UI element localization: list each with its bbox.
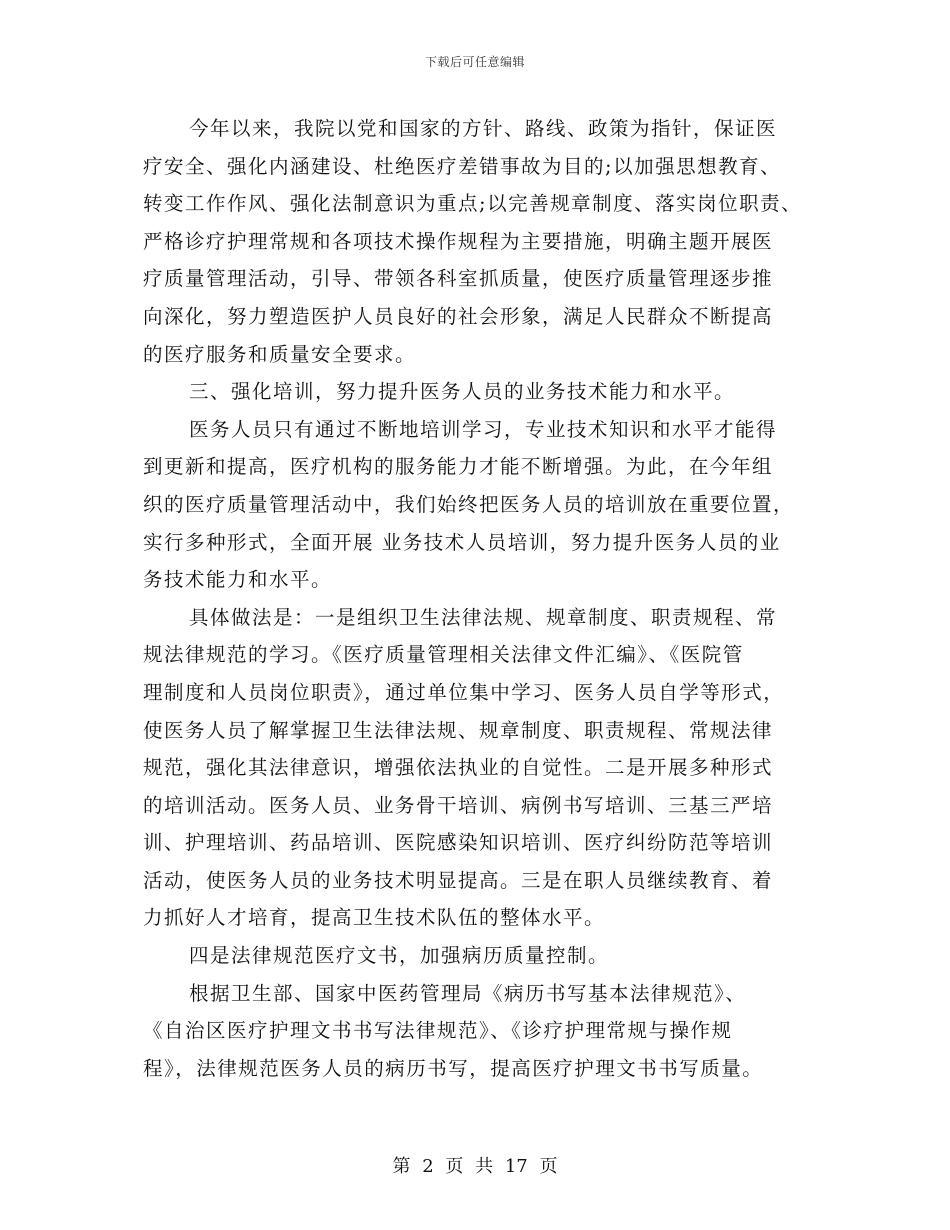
text-line: 力抓好人才培育，提高卫生技术队伍的整体水平。 <box>143 906 606 930</box>
text-line: 活动，使医务人员的业务技术明显提高。三是在职人员继续教育、着 <box>143 868 774 892</box>
text-line: 四是法律规范医疗文书，加强病历质量控制。 <box>189 944 610 968</box>
text-line: 务技术能力和水平。 <box>143 568 333 592</box>
text-line: 具体做法是：一是组织卫生法律法规、规章制度、职责规程、常 <box>189 605 778 629</box>
text-line: 医务人员只有通过不断地培训学习，专业技术知识和水平才能得 <box>189 417 778 441</box>
text-line: 规法律规范的学习。《医疗质量管理相关法律文件汇编》、《医院管 <box>143 643 744 667</box>
text-line: 向深化，努力塑造医护人员良好的社会形象，满足人民群众不断提高 <box>143 304 774 328</box>
text-line: 的医疗服务和质量安全要求。 <box>143 342 417 366</box>
text-line: 《自治区医疗护理文书书写法律规范》、《诊疗护理常规与操作规 <box>143 1019 733 1043</box>
page-number: 第 2 页 共 17 页 <box>392 1156 558 1177</box>
text-line: 转变工作作风、强化法制意识为重点;以完善规章制度、落实岗位职责、 <box>143 192 803 216</box>
text-line: 使医务人员了解掌握卫生法律法规、规章制度、职责规程、常规法律 <box>143 718 774 742</box>
header-note: 下载后可任意编辑 <box>424 55 525 69</box>
text-line: 到更新和提高，医疗机构的服务能力才能不断增强。为此，在今年组 <box>143 455 774 479</box>
text-line: 严格诊疗护理常规和各项技术操作规程为主要措施，明确主题开展医 <box>143 229 774 253</box>
text-line: 规范，强化其法律意识，增强依法执业的自觉性。二是开展多种形式 <box>143 756 774 780</box>
text-line: 三、强化培训，努力提升医务人员的业务技术能力和水平。 <box>189 380 736 404</box>
text-line: 理制度和人员岗位职责》，通过单位集中学习、医务人员自学等形式， <box>143 680 785 704</box>
text-line: 疗安全、强化内涵建设、杜绝医疗差错事故为目的;以加强思想教育、 <box>143 154 782 178</box>
text-line: 疗质量管理活动，引导、带领各科室抓质量，使医疗质量管理逐步推 <box>143 267 774 291</box>
text-line: 程》，法律规范医务人员的病历书写，提高医疗护理文书书写质量。 <box>143 1056 764 1080</box>
text-line: 的培训活动。医务人员、业务骨干培训、病例书写培训、三基三严培 <box>143 793 774 817</box>
document-body <box>143 110 823 1087</box>
text-line: 实行多种形式，全面开展 业务技术人员培训，努力提升医务人员的业 <box>143 530 781 554</box>
text-line: 训、护理培训、药品培训、医院感染知识培训、医疗纠纷防范等培训 <box>143 831 774 855</box>
text-line: 根据卫生部、国家中医药管理局《病历书写基本法律规范》、 <box>189 981 747 1005</box>
text-line: 今年以来，我院以党和国家的方针、路线、政策为指针，保证医 <box>189 117 778 140</box>
text-line: 织的医疗质量管理活动中，我们始终把医务人员的培训放在重要位置， <box>143 492 795 516</box>
